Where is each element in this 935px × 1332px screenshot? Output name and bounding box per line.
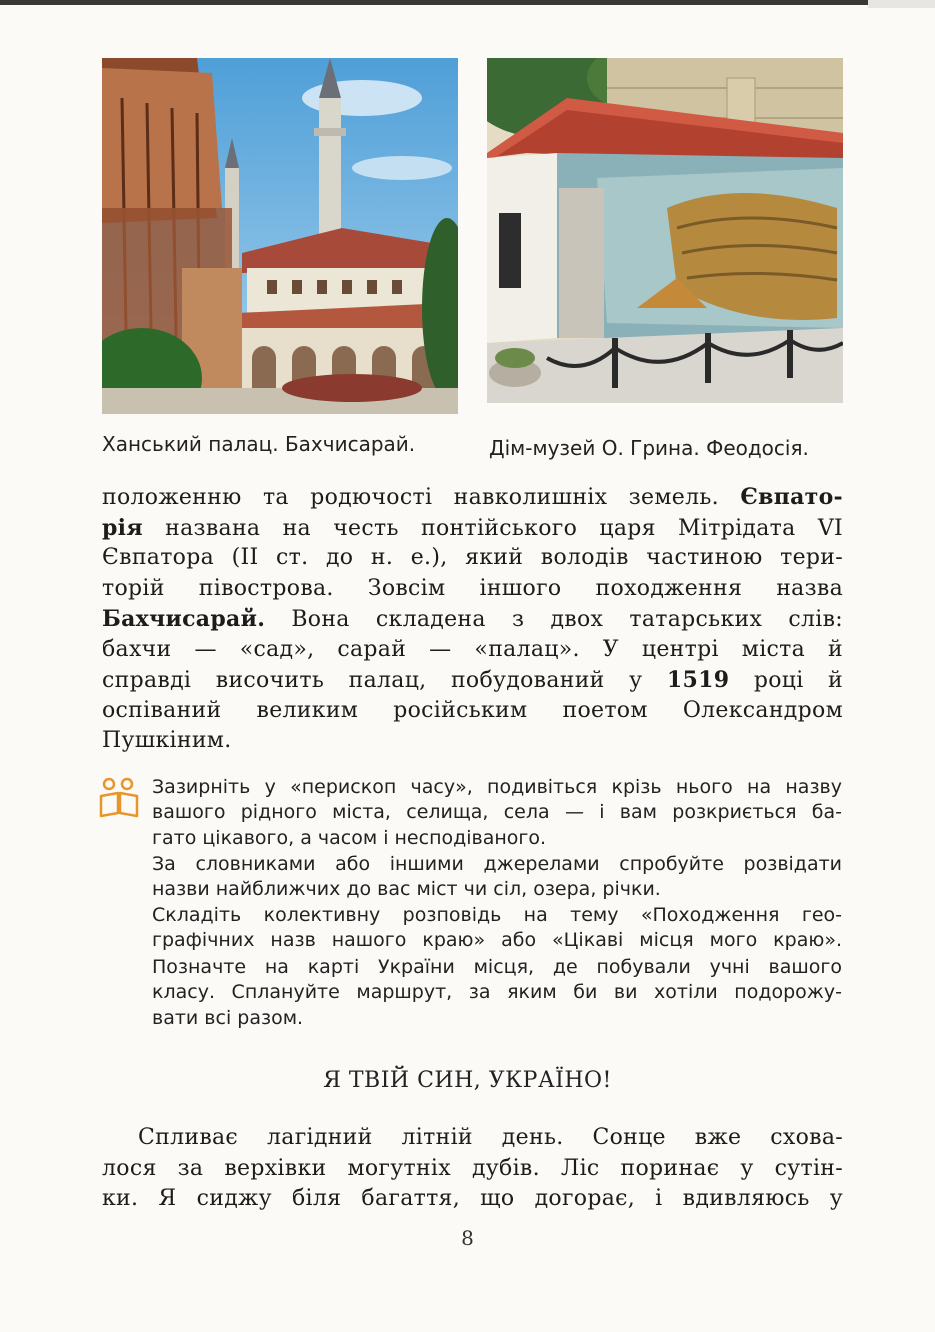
paragraph-place-names — [102, 482, 843, 757]
task-paragraph-4 — [152, 955, 842, 1031]
text-line: ки. Я сиджу біля багаття, що догорає, і вдивляюсь у — [102, 1186, 843, 1211]
khan-palace-photo — [102, 58, 458, 414]
text-line: справді височить палац, побудований у 1519 році й — [102, 667, 843, 693]
task-paragraph-1 — [152, 775, 842, 851]
task-line: Позначте на карті України місця, де побували учні вашого — [152, 956, 842, 978]
task-line: класу. Сплануйте маршрут, за яким би ви хотіли подорожу- — [152, 981, 842, 1004]
task-paragraph-2 — [152, 852, 842, 903]
task-line: вашого рідного міста, селища, села — і вам розкриється ба- — [152, 801, 842, 824]
grin-house-museum-photo — [487, 58, 843, 403]
grin-museum-caption: Дім-музей О. Грина. Феодосія. — [489, 436, 809, 460]
task-line: Складіть колективну розповідь на тему «Походження гео- — [152, 904, 842, 926]
task-line: назви найближчих до вас міст чи сіл, озера, річки. — [152, 878, 661, 901]
term-evpatoria: Євпато- — [740, 484, 843, 510]
page-number: 8 — [461, 1226, 474, 1250]
text-line: Спливає лагідний літній день. Сонце вже схова- — [138, 1125, 843, 1150]
text-line: рія названа на честь понтійського царя Мітрідата VI — [102, 514, 843, 541]
khan-palace-caption: Ханський палац. Бахчисарай. — [102, 432, 416, 456]
text-line: лося за верхівки могутніх дубів. Ліс поринає у сутін- — [102, 1155, 843, 1181]
text-line: оспіваний великим російським поетом Олександром — [102, 697, 843, 723]
paragraph-story — [102, 1123, 843, 1215]
task-line: вати всі разом. — [152, 1006, 304, 1029]
text-line: торій півострова. Зовсім іншого походження назва — [102, 575, 843, 601]
term-evpatoria-end: рія — [102, 514, 143, 541]
section-heading: Я ТВІЙ СИН, УКРАЇНО! — [323, 1068, 612, 1093]
page-top-edge-gap — [868, 0, 935, 8]
text-line: Бахчисарай. Вона складена з двох татарських слів: — [102, 606, 843, 632]
task-line: За словниками або іншими джерелами спробуйте розвідати — [152, 853, 842, 875]
book-icon — [98, 776, 140, 820]
task-line: Зазирніть у «перископ часу», подивіться крізь нього на назву — [152, 776, 842, 798]
text-line: положенню та родючості навколишніх земель. Євпато- — [102, 484, 843, 510]
text-line: Пушкіним. — [102, 728, 232, 753]
text-line: Євпатора (II ст. до н. е.), який володів частиною тери- — [102, 545, 843, 570]
task-line: графічних назв нашого краю» або «Цікаві місця мого краю». — [152, 929, 842, 952]
task-line: гато цікавого, а часом і несподіваного. — [152, 826, 547, 849]
term-bakhchisarai: Бахчисарай. — [102, 606, 266, 632]
task-paragraph-3 — [152, 903, 842, 954]
text-line: бахчи — «сад», сарай — «палац». У центрі міста й — [102, 636, 843, 662]
page-top-edge — [0, 0, 935, 5]
year-1519: 1519 — [666, 667, 730, 693]
